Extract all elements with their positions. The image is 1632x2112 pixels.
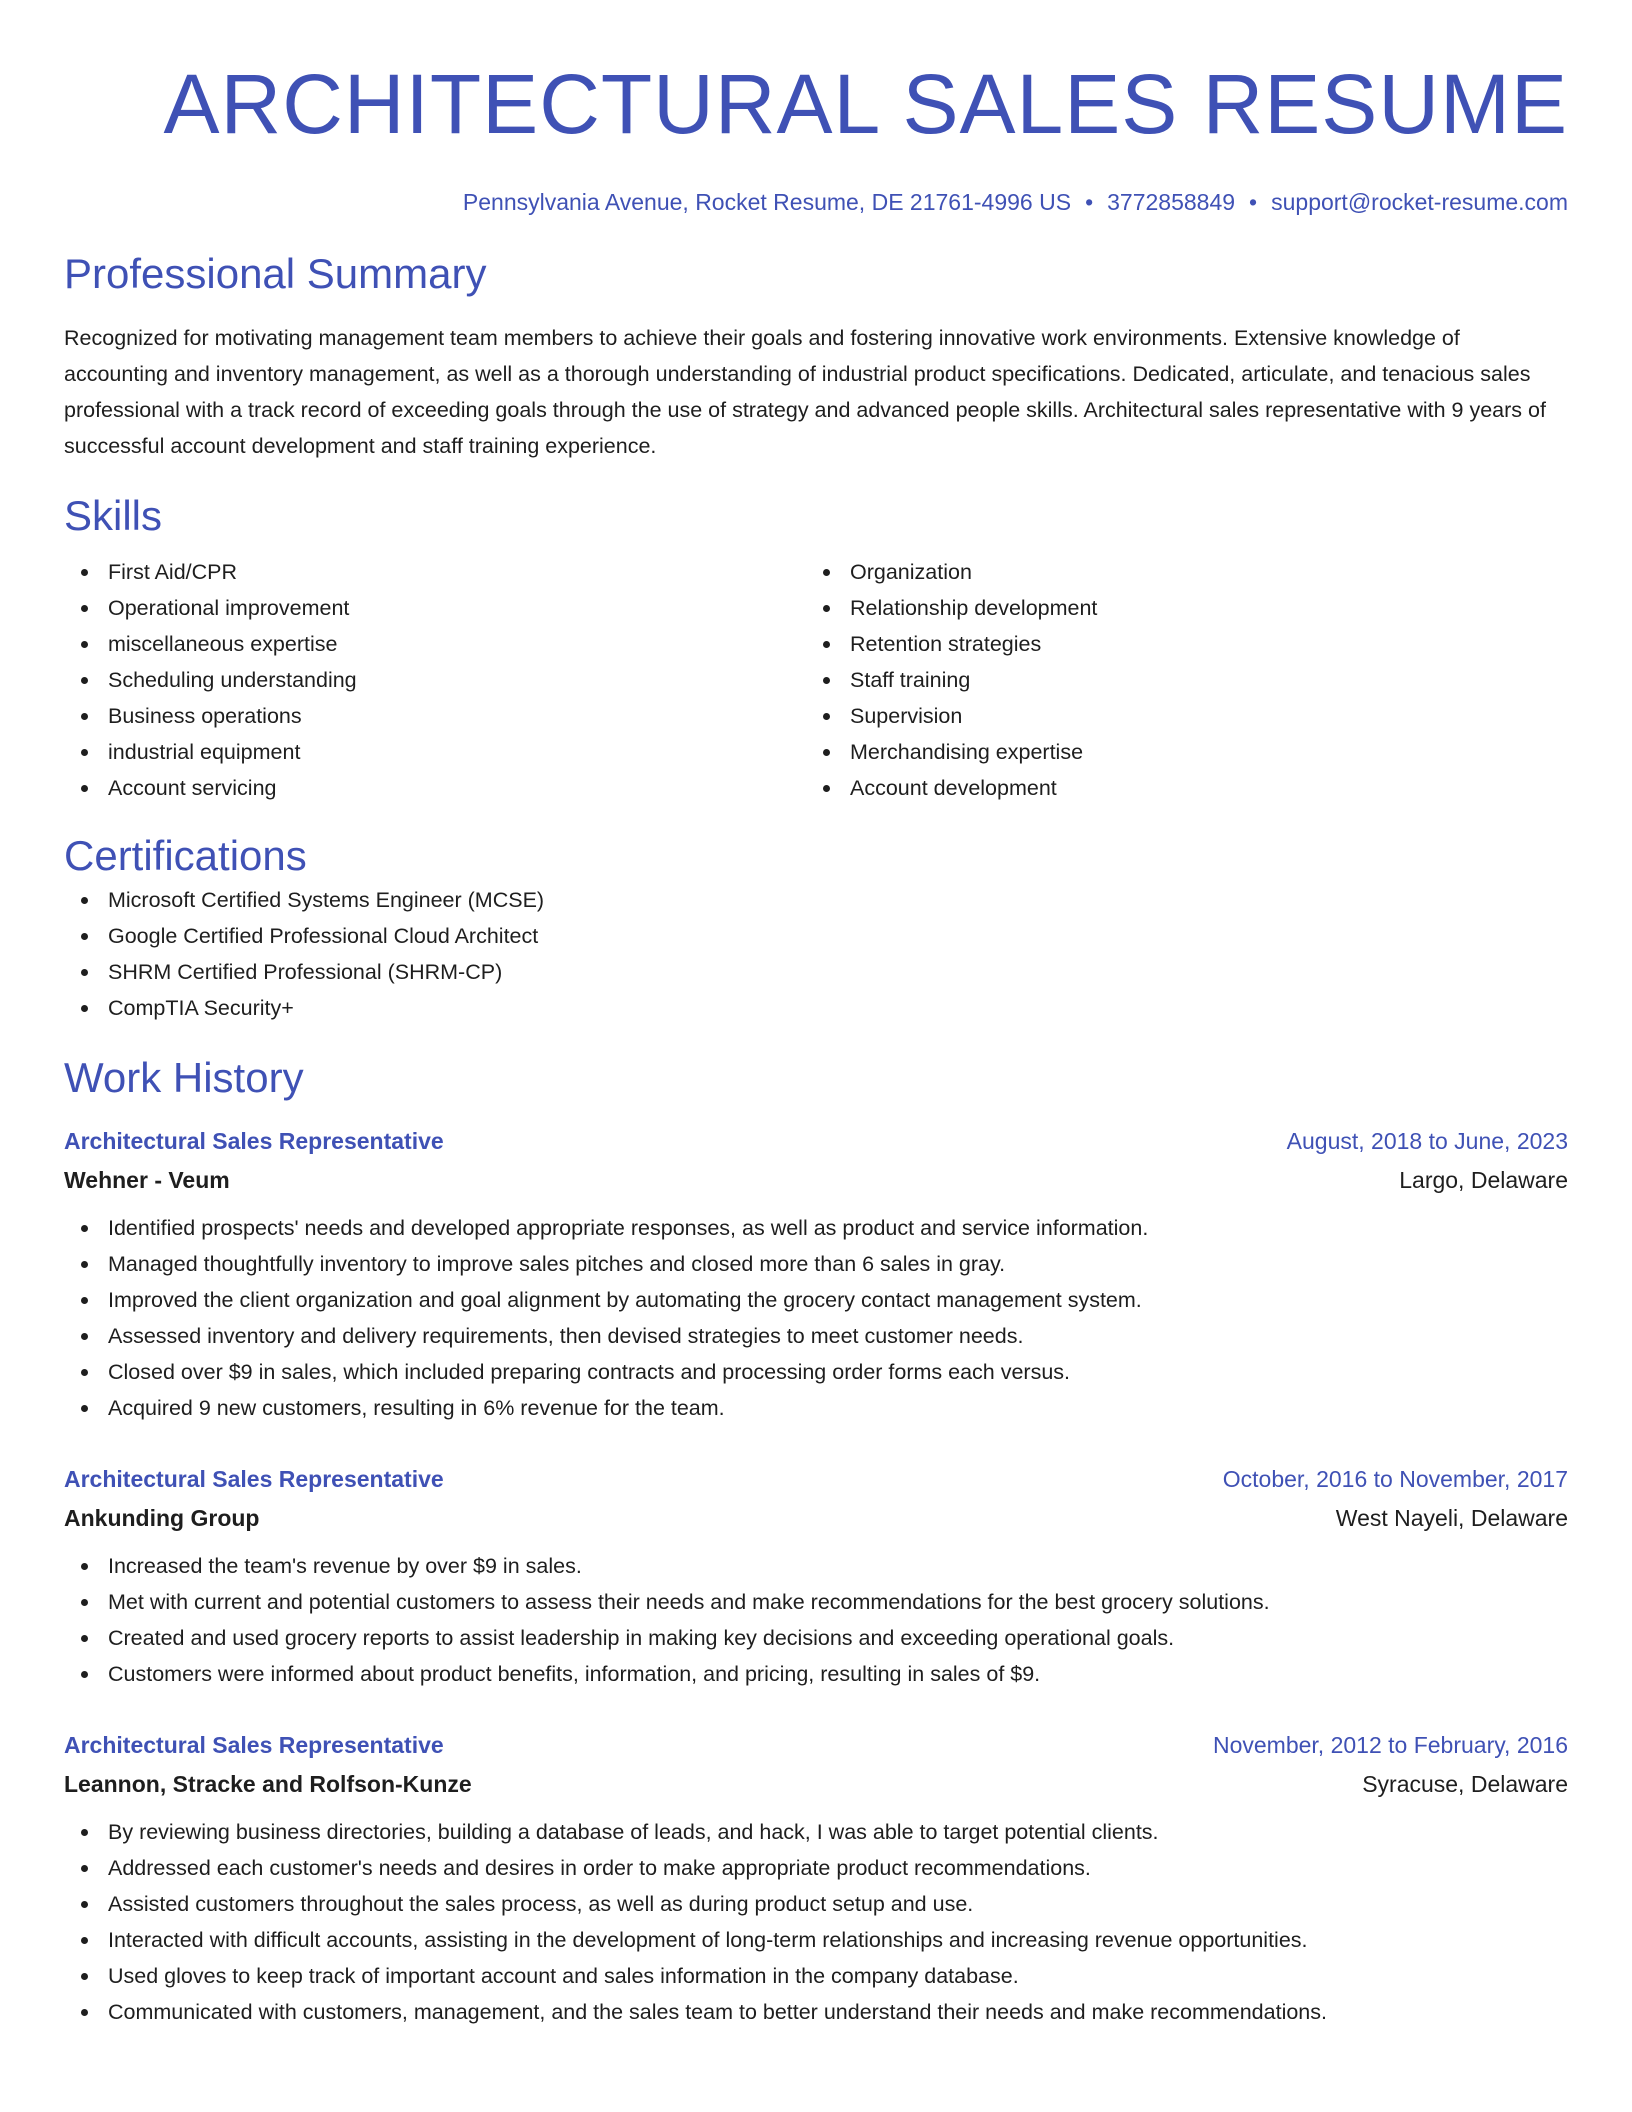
contact-separator: • <box>1249 189 1258 215</box>
summary-heading: Professional Summary <box>64 250 487 297</box>
skill-item: Operational improvement <box>64 590 806 626</box>
job-company: Leannon, Stracke and Rolfson-Kunze <box>64 1771 472 1797</box>
job-bullet: Interacted with difficult accounts, assisting in the development of long-term relationships and increasing revenue opportunities. <box>64 1922 1568 1958</box>
job-bullet: Acquired 9 new customers, resulting in 6% revenue for the team. <box>64 1390 1568 1426</box>
certification-item: CompTIA Security+ <box>64 990 1568 1026</box>
skill-item: miscellaneous expertise <box>64 626 806 662</box>
job-dates: October, 2016 to November, 2017 <box>1222 1466 1568 1492</box>
job-dates: November, 2012 to February, 2016 <box>1212 1732 1568 1758</box>
summary-text: Recognized for motivating management team members to achieve their goals and fostering innovative work environments. Extensive knowledge of accounting and inventory management, as well as a thorough understanding of industrial product specifications. Dedicated, articulate, and tenacious sales professional with a track record of exceeding goals through the use of strategy and advanced people skills. Architectural sales representative with 9 years of successful account development and staff training experience. <box>64 326 1546 458</box>
skill-item: Account development <box>806 770 1548 806</box>
job-bullet: Identified prospects' needs and developed appropriate responses, as well as product and service information. <box>64 1210 1568 1246</box>
skills-grid <box>64 554 1568 806</box>
certification-item: Google Certified Professional Cloud Architect <box>64 918 1568 954</box>
job-bullet: Created and used grocery reports to assist leadership in making key decisions and exceeding operational goals. <box>64 1620 1568 1656</box>
job-location: West Nayeli, Delaware <box>1335 1505 1568 1531</box>
job-bullet: Used gloves to keep track of important account and sales information in the company database. <box>64 1958 1568 1994</box>
job-bullet: Closed over $9 in sales, which included preparing contracts and processing order forms each versus. <box>64 1354 1568 1390</box>
job-bullet: Communicated with customers, management, and the sales team to better understand their needs and make recommendations. <box>64 1994 1568 2030</box>
contact-separator: • <box>1085 189 1094 215</box>
job-role: Architectural Sales Representative <box>64 1466 444 1492</box>
skill-item: Staff training <box>806 662 1548 698</box>
job-bullets <box>64 1814 1568 2030</box>
job-bullet: Increased the team's revenue by over $9 in sales. <box>64 1548 1568 1584</box>
job-role: Architectural Sales Representative <box>64 1128 444 1154</box>
job-bullet: Managed thoughtfully inventory to improve sales pitches and closed more than 6 sales in gray. <box>64 1246 1568 1282</box>
job-header-row <box>64 1122 1568 1160</box>
skill-item: Organization <box>806 554 1548 590</box>
contact-line <box>64 188 1568 216</box>
job-company: Ankunding Group <box>64 1505 260 1531</box>
job-entry <box>64 1122 1568 1426</box>
skill-item: Relationship development <box>806 590 1548 626</box>
skills-heading: Skills <box>64 492 163 539</box>
work-history-heading: Work History <box>64 1054 304 1101</box>
job-bullets <box>64 1210 1568 1426</box>
job-entry <box>64 1726 1568 2030</box>
job-bullet: By reviewing business directories, building a database of leads, and hack, I was able to target potential clients. <box>64 1814 1568 1850</box>
contact-email[interactable]: support@rocket-resume.com <box>1271 189 1568 215</box>
job-bullet: Addressed each customer's needs and desires in order to make appropriate product recommendations. <box>64 1850 1568 1886</box>
skill-item: Business operations <box>64 698 806 734</box>
job-bullet: Improved the client organization and goal alignment by automating the grocery contact management system. <box>64 1282 1568 1318</box>
job-role: Architectural Sales Representative <box>64 1732 444 1758</box>
certifications-list <box>64 882 1568 1026</box>
job-location: Syracuse, Delaware <box>1362 1771 1568 1797</box>
job-location: Largo, Delaware <box>1399 1167 1568 1193</box>
job-dates: August, 2018 to June, 2023 <box>1286 1128 1568 1154</box>
skill-item: industrial equipment <box>64 734 806 770</box>
skill-item: Account servicing <box>64 770 806 806</box>
skill-item: Scheduling understanding <box>64 662 806 698</box>
job-entry <box>64 1460 1568 1692</box>
skills-list-right <box>806 554 1548 806</box>
skill-item: First Aid/CPR <box>64 554 806 590</box>
job-company-row <box>64 1160 1568 1200</box>
certification-item: Microsoft Certified Systems Engineer (MCSE) <box>64 882 1568 918</box>
job-header-row <box>64 1726 1568 1764</box>
contact-phone: 3772858849 <box>1107 189 1236 215</box>
skill-item: Merchandising expertise <box>806 734 1548 770</box>
job-company-row <box>64 1498 1568 1538</box>
job-header-row <box>64 1460 1568 1498</box>
job-bullet: Assisted customers throughout the sales process, as well as during product setup and use. <box>64 1886 1568 1922</box>
skill-item: Supervision <box>806 698 1548 734</box>
skill-item: Retention strategies <box>806 626 1548 662</box>
job-company-row <box>64 1764 1568 1804</box>
skills-list-left <box>64 554 806 806</box>
certification-item: SHRM Certified Professional (SHRM-CP) <box>64 954 1568 990</box>
job-bullet: Assessed inventory and delivery requirements, then devised strategies to meet customer needs. <box>64 1318 1568 1354</box>
contact-address: Pennsylvania Avenue, Rocket Resume, DE 21761-4996 US <box>462 189 1072 215</box>
certifications-heading: Certifications <box>64 832 307 879</box>
resume-title: ARCHITECTURAL SALES RESUME <box>163 57 1568 151</box>
job-bullet: Customers were informed about product benefits, information, and pricing, resulting in sales of $9. <box>64 1656 1568 1692</box>
job-bullets <box>64 1548 1568 1692</box>
job-bullet: Met with current and potential customers to assess their needs and make recommendations for the best grocery solutions. <box>64 1584 1568 1620</box>
job-company: Wehner - Veum <box>64 1167 230 1193</box>
